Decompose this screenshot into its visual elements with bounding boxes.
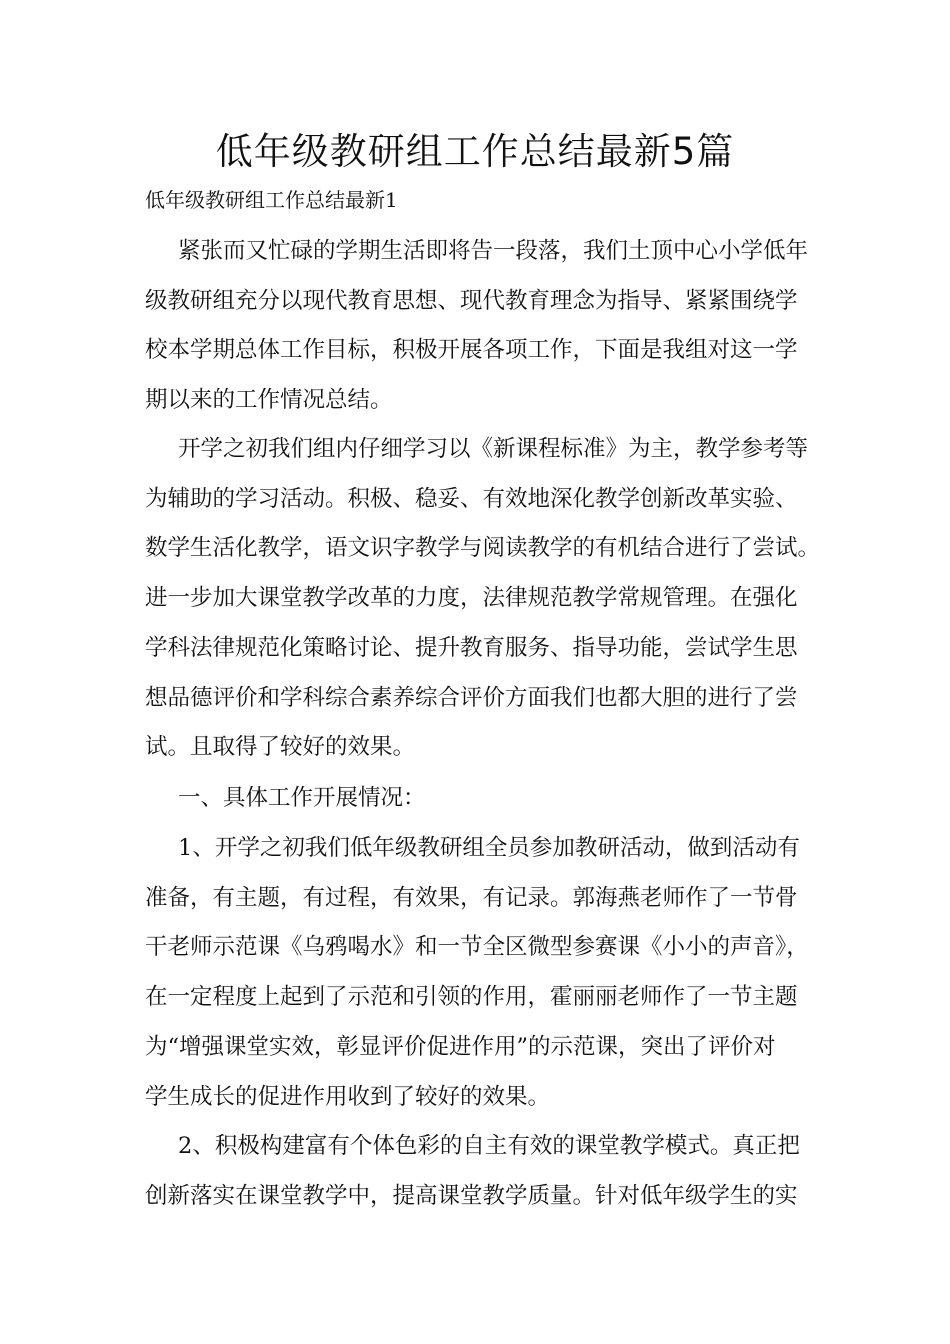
text-line: 创新落实在课堂教学中，提高课堂教学质量。针对低年级学生的实 — [145, 1182, 798, 1209]
text-line: 数学生活化教学，语文识字教学与阅读教学的有机结合进行了尝试。 — [145, 535, 821, 562]
paragraph-item-1 — [145, 824, 809, 1122]
text-line: 为“增强课堂实效，彰显评价促进作用”的示范课，突出了评价对 — [145, 1033, 776, 1060]
paragraph-intro — [145, 227, 808, 426]
text-line: 想品德评价和学科综合素养综合评价方面我们也都大胆的进行了尝 — [145, 684, 798, 711]
text-line: 校本学期总体工作目标，积极开展各项工作，下面是我组对这一学 — [145, 337, 798, 364]
paragraph-item-2 — [145, 1122, 800, 1221]
section-heading — [145, 774, 426, 824]
text-line: 学科法律规范化策略讨论、提升教育服务、指导功能，尝试学生思 — [145, 634, 798, 661]
document-subtitle: 低年级教研组工作总结最新1 — [145, 188, 398, 212]
text-line: 级教研组充分以现代教育思想、现代教育理念为指导、紧紧围绕学 — [145, 287, 798, 314]
text-line: 为辅助的学习活动。积极、稳妥、有效地深化教学创新改革实验、 — [145, 485, 798, 512]
text-line: 干老师示范课《乌鸦喝水》和一节全区微型参赛课《小小的声音》， — [145, 934, 809, 961]
text-line: 准备，有主题，有过程，有效果，有记录。郭海燕老师作了一节骨 — [145, 884, 798, 911]
text-line: 2、积极构建富有个体色彩的自主有效的课堂教学模式。真正把 — [178, 1133, 800, 1159]
text-line: 期以来的工作情况总结。 — [145, 387, 393, 414]
heading-text: 一、具体工作开展情况： — [178, 785, 426, 811]
text-line: 紧张而又忙碌的学期生活即将告一段落，我们土顶中心小学低年 — [178, 238, 809, 264]
text-line: 1、开学之初我们低年级教研组全员参加教研活动，做到活动有 — [178, 835, 800, 861]
text-line: 试。且取得了较好的效果。 — [145, 734, 416, 761]
text-line: 学生成长的促进作用收到了较好的效果。 — [145, 1083, 551, 1110]
text-line: 在一定程度上起到了示范和引领的作用，霍丽丽老师作了一节主题 — [145, 984, 798, 1011]
document-title: 低年级教研组工作总结最新5篇 — [215, 130, 735, 173]
text-line: 进一步加大课堂教学改革的力度，法律规范教学常规管理。在强化 — [145, 585, 798, 612]
paragraph-study — [145, 425, 820, 773]
text-line: 开学之初我们组内仔细学习以《新课程标准》为主，教学参考等 — [178, 436, 809, 462]
